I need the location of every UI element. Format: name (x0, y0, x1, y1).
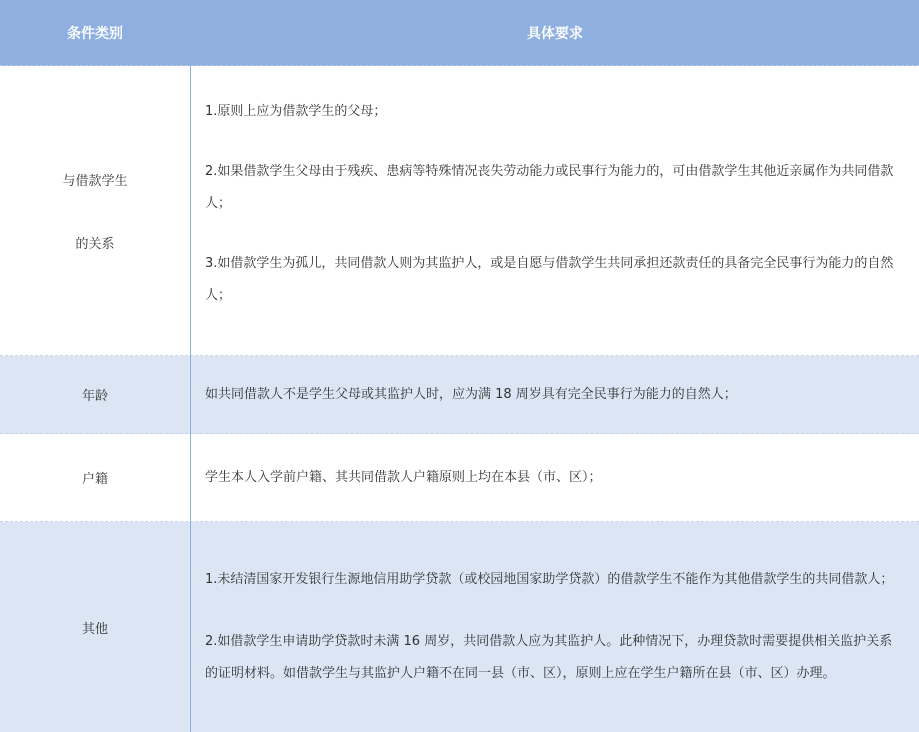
category-cell (0, 434, 190, 521)
category-label: 户籍 (81, 472, 108, 487)
requirement-text: 1.未结清国家开发银行生源地信用助学贷款（或校园地国家助学贷款）的借款学生不能作为其他借款学生的共同借款人； (205, 572, 894, 587)
requirement-text: 如共同借款人不是学生父母或其监护人时，应为满 18 周岁具有完全民事行为能力的自然人； (205, 386, 737, 402)
requirement-text: 3.如借款学生为孤儿，共同借款人则为其监护人，或是自愿与借款学生共同承担还款责任的具备完全民事行为能力的自然人； (205, 256, 894, 303)
requirements-cell (191, 522, 919, 732)
requirement-text: 学生本人入学前户籍、其共同借款人户籍原则上均在本县（市、区）； (205, 469, 602, 485)
category-label: 年龄 (81, 389, 108, 404)
table-header (0, 0, 919, 66)
table-row-household (0, 434, 919, 522)
requirements-cell (191, 356, 919, 433)
header-category: 条件类别 (67, 25, 123, 42)
requirements-cell (191, 434, 919, 521)
header-requirements: 具体要求 (527, 25, 583, 42)
table-row-other (0, 522, 919, 732)
requirement-text: 2.如果借款学生父母由于残疾、患病等特殊情况丧失劳动能力或民事行为能力的，可由借款学生其他近亲属作为共同借款人； (205, 164, 894, 211)
column-divider (190, 0, 191, 732)
category-label: 其他 (81, 621, 108, 637)
table-row-relationship (0, 66, 919, 356)
requirement-text: 2.如借款学生申请助学贷款时未满 16 周岁，共同借款人应为其监护人。此种情况下，办理贷款时需要提供相关监护关系的证明材料。如借款学生与其监护人户籍不在同一县（市、区），原则上应在学生户籍所在县（市、区）办理。 (205, 634, 893, 681)
table-row-age (0, 356, 919, 434)
category-label: 与借款学生 (62, 173, 128, 189)
requirement-text: 1.原则上应为借款学生的父母； (205, 104, 387, 119)
category-label: 的关系 (75, 236, 115, 252)
category-cell (0, 356, 190, 433)
requirements-cell (191, 66, 919, 355)
category-cell (0, 522, 190, 732)
category-cell (0, 66, 190, 355)
